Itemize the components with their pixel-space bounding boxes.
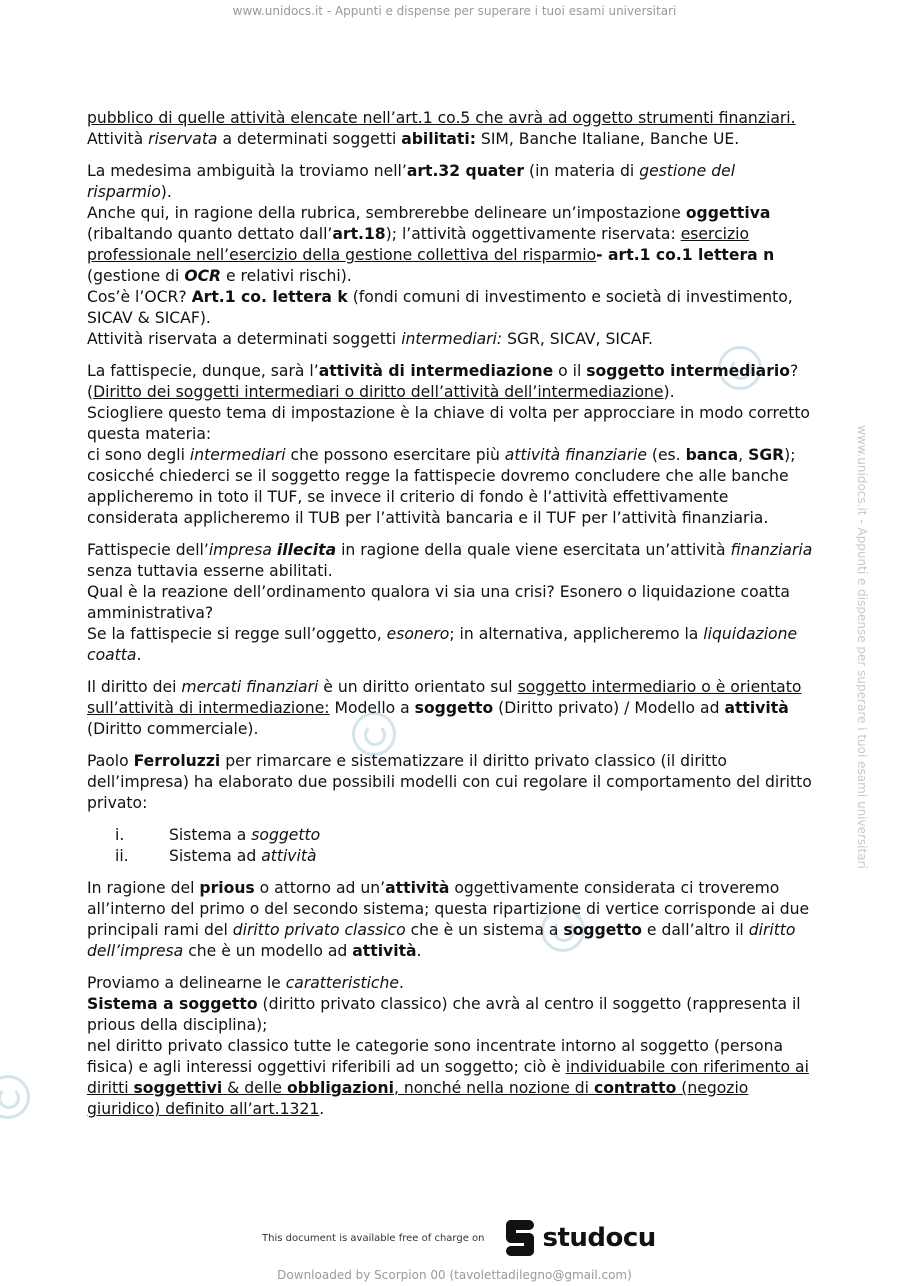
text-span: prious: [199, 879, 255, 897]
list-number: ii.: [115, 847, 129, 865]
text-span: , nonché nella nozione di: [393, 1079, 594, 1097]
text-span: attività: [724, 699, 789, 717]
text-span: nel diritto privato classico tutte le categorie sono incentrate intorno al soggetto (persona fisica) e agli interessi oggettivi riferibili ad un soggetto; ciò è: [87, 1037, 784, 1076]
paragraph: [87, 878, 822, 962]
text-span: intermediari:: [401, 330, 503, 348]
text-span: e dall’altro il: [641, 921, 749, 939]
text-span: riservata: [148, 130, 218, 148]
download-note: Downloaded by Scorpion 00 (tavolettadilegno@gmail.com): [277, 1268, 632, 1282]
text-span: Anche qui, in ragione della rubrica, sembrerebbe delineare un’impostazione: [87, 204, 686, 222]
text-span: ,: [738, 446, 749, 464]
text-span: oggettiva: [685, 204, 771, 222]
text-span: impresa: [208, 541, 277, 559]
text-span: .: [136, 646, 142, 664]
text-span: (in materia di: [524, 162, 640, 180]
text-span: Qual è la reazione dell’ordinamento qualora vi sia una crisi? Esonero o liquidazione coatta amministrativa?: [87, 583, 790, 622]
text-span: gestione del risparmio: [87, 162, 736, 201]
paragraph: [87, 108, 822, 150]
text-span: - art.1 co.1 lettera n: [596, 246, 775, 264]
text-span: o attorno ad un’: [254, 879, 386, 897]
watermark-top: www.unidocs.it - Appunti e dispense per superare i tuoi esami universitari: [232, 4, 677, 18]
text-span: ); l’attività oggettivamente riservata:: [385, 225, 681, 243]
text-span: è un diritto orientato sul: [318, 678, 518, 696]
text-span: .: [399, 974, 404, 992]
text-span: (es.: [646, 446, 686, 464]
list-number: i.: [115, 826, 125, 844]
roman-list: [87, 825, 822, 867]
text-span: OCR: [184, 267, 222, 285]
text-span: & delle: [222, 1079, 287, 1097]
text-span: ).: [663, 383, 675, 401]
text-span: attività: [352, 942, 417, 960]
text-span: che è un modello ad: [183, 942, 353, 960]
text-span: Paolo: [87, 752, 134, 770]
text-span: SGR, SICAV, SICAF.: [502, 330, 653, 348]
text-span: ).: [160, 183, 172, 201]
watermark-right: www.unidocs.it - Appunti e dispense per superare i tuoi esami universitari: [854, 425, 869, 869]
list-item: [87, 825, 822, 846]
text-span: diritto privato classico: [232, 921, 406, 939]
text-span: Modello a: [329, 699, 415, 717]
text-span: In ragione del: [87, 879, 200, 897]
paragraph: [87, 677, 822, 740]
text-span: art.32 quater: [406, 162, 525, 180]
studocu-logo[interactable]: [504, 1220, 655, 1256]
paragraph: [87, 361, 822, 529]
text-span: ? (: [87, 362, 799, 401]
text-span: attività di intermediazione: [318, 362, 554, 380]
text-span: Diritto dei soggetti intermediari o diritto dell’attività dell’intermediazione: [93, 383, 664, 401]
text-span: ; in alternativa, applicheremo la: [449, 625, 704, 643]
text-span: e relativi rischi).: [221, 267, 352, 285]
text-span: SGR: [748, 446, 785, 464]
text-span: intermediari: [189, 446, 286, 464]
document-body: [87, 108, 822, 1131]
text-span: ci sono degli: [87, 446, 190, 464]
text-span: Se la fattispecie si regge sull’oggetto,: [87, 625, 387, 643]
availability-note: This document is available free of charge on: [262, 1232, 485, 1244]
text-span: attività: [385, 879, 450, 897]
text-span: abilitati:: [401, 130, 476, 148]
text-span: oggettivamente considerata ci troveremo all’interno del primo o del secondo sistema; questa ripartizione di vertice corrisponde ai due principali rami del: [87, 879, 810, 939]
text-span: (Diritto privato) / Modello ad: [493, 699, 725, 717]
text-span: Sistema ad: [169, 847, 262, 865]
text-span: esercizio professionale nell’esercizio della gestione collettiva del risparmio: [87, 225, 750, 264]
text-span: attività: [261, 847, 317, 865]
text-span: Sistema a: [169, 826, 252, 844]
paragraph: [87, 161, 822, 350]
text-span: soggettivi: [133, 1079, 223, 1097]
text-span: soggetto intermediario: [586, 362, 790, 380]
text-span: mercati finanziari: [181, 678, 319, 696]
text-span: contratto: [593, 1079, 677, 1097]
studocu-footer: [262, 1220, 656, 1256]
text-span: SIM, Banche Italiane, Banche UE.: [475, 130, 740, 148]
text-span: (diritto privato classico) che avrà al centro il soggetto (rappresenta il prious della disciplina);: [87, 995, 801, 1034]
text-span: Il diritto dei: [87, 678, 182, 696]
text-span: Cos’è l’OCR?: [87, 288, 192, 306]
text-span: Ferroluzzi: [133, 752, 221, 770]
text-span: banca: [685, 446, 739, 464]
text-span: (gestione di: [87, 267, 185, 285]
text-span: art.18: [332, 225, 386, 243]
unidocs-stamp-icon: [0, 1075, 30, 1119]
text-span: attività finanziarie: [504, 446, 647, 464]
text-span: (fondi comuni di investimento e società di investimento, SICAV & SICAF).: [87, 288, 793, 327]
text-span: individuabile con riferimento ai diritti: [87, 1058, 809, 1097]
text-span: Art.1 co. lettera k: [191, 288, 348, 306]
text-span: che possono esercitare più: [285, 446, 505, 464]
text-span: Sistema a soggetto: [87, 995, 258, 1013]
text-span: (ribaltando quanto dettato dall’: [87, 225, 333, 243]
text-span: soggetto: [563, 921, 642, 939]
text-span: a determinati soggetti: [217, 130, 402, 148]
text-span: soggetto intermediario o è orientato sull’attività di intermediazione:: [87, 678, 802, 717]
text-span: caratteristiche: [285, 974, 399, 992]
text-span: senza tuttavia esserne abilitati.: [87, 562, 333, 580]
list-item: [87, 846, 822, 867]
text-span: per rimarcare e sistematizzare il diritto privato classico (il diritto dell’impresa) ha elaborato due possibili modelli con cui regolare il comportamento del diritto privato:: [87, 752, 812, 812]
text-span: ); cosicché chiederci se il soggetto regge la fattispecie dovremo concludere che alle banche applicheremo in toto il TUF, se invece il criterio di fondo è l’attività effettivamente considerata applicheremo il TUB per l’attività bancaria e il TUF per l’attività finanziaria.: [87, 446, 796, 527]
text-span: Fattispecie dell’: [87, 541, 209, 559]
text-span: liquidazione coatta: [87, 625, 798, 664]
text-span: finanziaria: [730, 541, 813, 559]
text-span: diritto dell’impresa: [87, 921, 796, 960]
text-span: soggetto: [414, 699, 494, 717]
text-span: Attività: [87, 130, 149, 148]
text-span: Sciogliere questo tema di impostazione è la chiave di volta per approcciare in modo corretto questa materia:: [87, 404, 810, 443]
text-span: in ragione della quale viene esercitata un’attività: [336, 541, 731, 559]
text-span: obbligazioni: [286, 1079, 394, 1097]
text-span: La fattispecie, dunque, sarà l’: [87, 362, 319, 380]
text-span: esonero: [386, 625, 450, 643]
text-span: (negozio giuridico) definito all’art.1321: [87, 1079, 749, 1118]
text-span: .: [416, 942, 422, 960]
text-span: illecita: [276, 541, 337, 559]
studocu-logo-icon: [504, 1220, 536, 1256]
text-span: (Diritto commerciale).: [87, 720, 259, 738]
text-span: pubblico di quelle attività elencate nell’art.1 co.5 che avrà ad oggetto strumenti finanziari.: [87, 109, 796, 127]
paragraph: [87, 540, 822, 666]
text-span: Attività riservata a determinati soggetti: [87, 330, 402, 348]
text-span: La medesima ambiguità la troviamo nell’: [87, 162, 407, 180]
text-span: o il: [553, 362, 587, 380]
studocu-logo-text: studocu: [542, 1223, 656, 1253]
text-span: Proviamo a delinearne le: [87, 974, 286, 992]
text-span: soggetto: [251, 826, 321, 844]
paragraph: [87, 973, 822, 1120]
text-span: che è un sistema a: [405, 921, 564, 939]
text-span: .: [319, 1100, 325, 1118]
paragraph: [87, 751, 822, 814]
